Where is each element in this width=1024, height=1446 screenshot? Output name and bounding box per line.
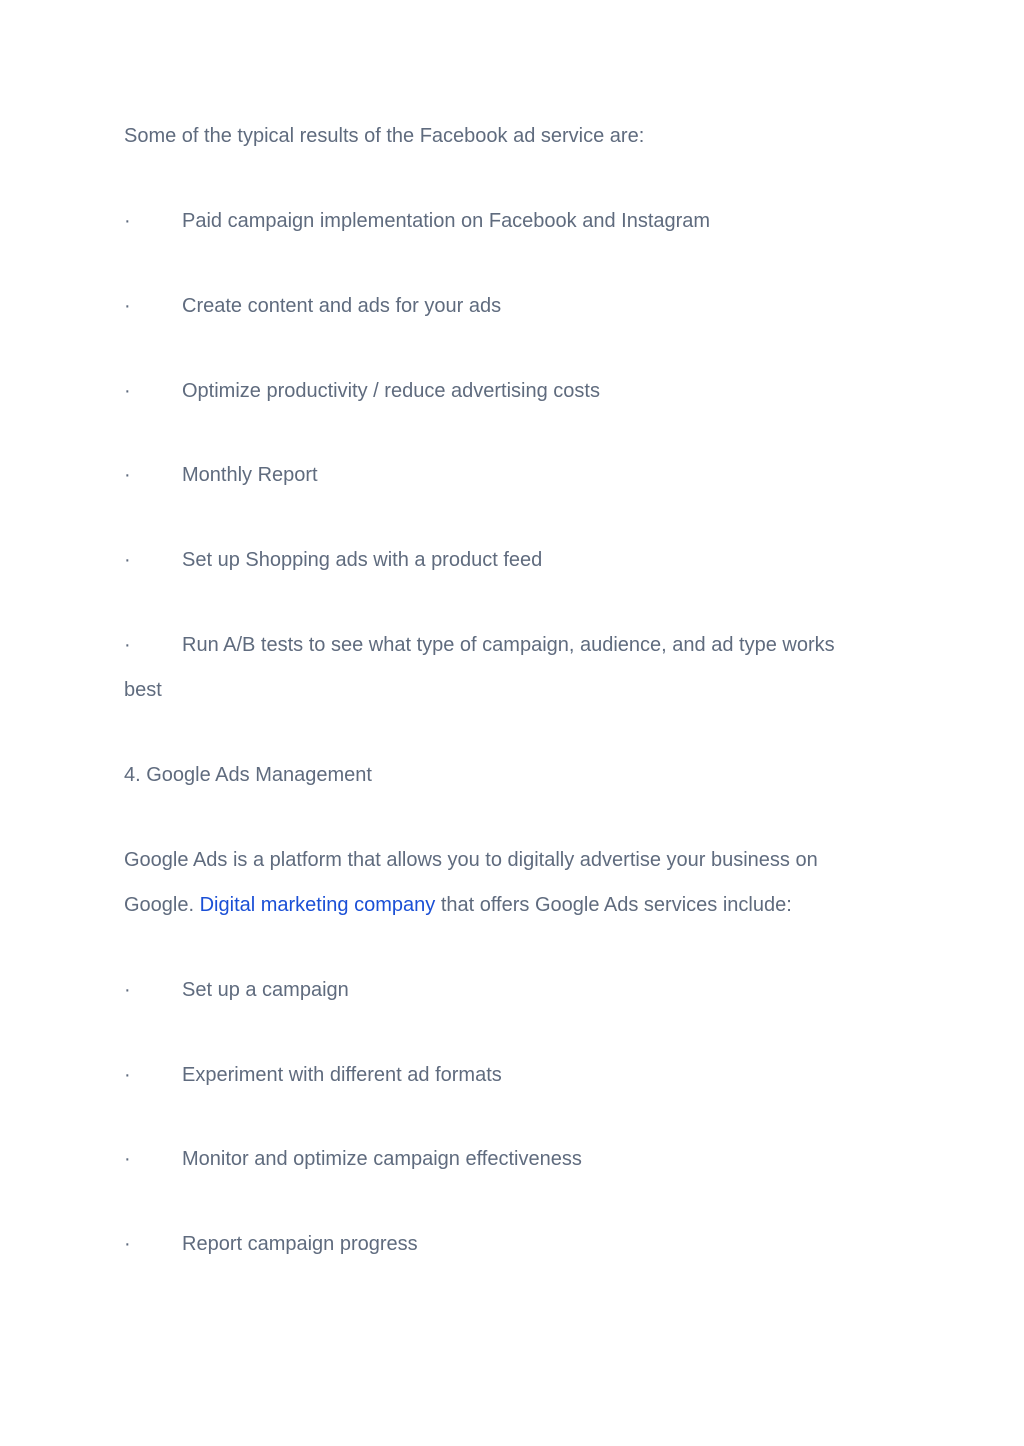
list-item-text: Create content and ads for your ads xyxy=(182,295,502,317)
bullet-icon: · xyxy=(124,380,131,402)
bullet-icon: · xyxy=(124,210,131,232)
bullet-icon: · xyxy=(124,464,131,486)
section-heading: 4. Google Ads Management xyxy=(124,764,372,786)
list-item-text: Run A/B tests to see what type of campaign, audience, and ad type works xyxy=(182,634,835,656)
list-item-text: Paid campaign implementation on Facebook and Instagram xyxy=(182,210,711,232)
list-item-text: Set up a campaign xyxy=(182,979,349,1001)
intro-text: Some of the typical results of the Facebook ad service are: xyxy=(124,125,645,147)
bullet-icon: · xyxy=(124,1064,131,1086)
list-item-text: Monitor and optimize campaign effectiveness xyxy=(182,1148,582,1170)
bullet-icon: · xyxy=(124,1148,131,1170)
list-item-text-continuation: best xyxy=(124,679,162,701)
bullet-icon: · xyxy=(124,634,131,656)
bullet-icon: · xyxy=(124,549,131,571)
paragraph-text: that offers Google Ads services include: xyxy=(435,894,792,916)
list-item-text: Monthly Report xyxy=(182,464,318,486)
digital-marketing-company-link[interactable]: Digital marketing company xyxy=(199,894,436,916)
paragraph-text: Google. xyxy=(124,894,200,916)
bullet-icon: · xyxy=(124,979,131,1001)
list-item-text: Experiment with different ad formats xyxy=(182,1064,502,1086)
list-item-text: Set up Shopping ads with a product feed xyxy=(182,549,543,571)
list-item-text: Optimize productivity / reduce advertising costs xyxy=(182,380,600,402)
bullet-icon: · xyxy=(124,295,131,317)
list-item-text: Report campaign progress xyxy=(182,1233,418,1255)
bullet-icon: · xyxy=(124,1233,131,1255)
google-ads-paragraph-line-1: Google Ads is a platform that allows you to digitally advertise your business on xyxy=(124,849,818,871)
google-ads-paragraph-line-2 xyxy=(124,893,792,917)
